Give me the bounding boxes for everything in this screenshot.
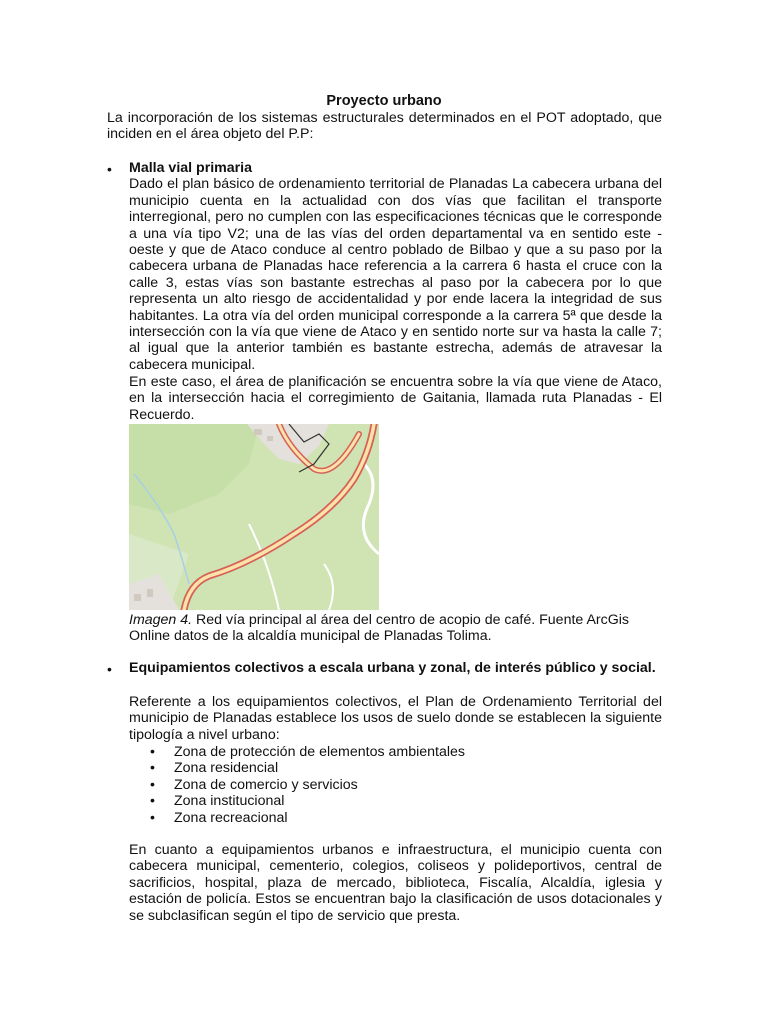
section1-block (129, 160, 662, 373)
section1-paragraph-2: En este caso, el área de planificación se encuentra sobre la vía que viene de Ataco, en la intersección hacia el corregimiento de Gaitania, llamada ruta Planadas - El Recuerdo. (129, 374, 662, 423)
bullet-marker: • (150, 744, 155, 760)
bullet-marker: • (150, 793, 155, 810)
bullet-marker: • (107, 661, 112, 677)
section-heading-equipamientos: Equipamientos colectivos a escala urbana y zonal, de interés público y social. (129, 660, 656, 676)
list-item: • Zona de comercio y servicios (150, 776, 358, 793)
bullet-marker: • (107, 161, 112, 177)
list-item: • Zona de protección de elementos ambientales (150, 744, 466, 760)
list-item: • Zona institucional (150, 793, 285, 810)
image-caption (129, 612, 662, 645)
section1-paragraph: Dado el plan básico de ordenamiento territorial de Planadas La cabecera urbana del municipio cuenta en la actualidad con dos vías que facilitan el transporte interregional, pero no cumplen con las especificaciones técnicas que le corresponde a una vía tipo V2; una de las vías del orden departamental va en sentido este - oeste y que de Ataco conduce al centro poblado de Bilbao y que a su paso por la cabecera urbana de Planadas hace referencia a la carrera 6 hasta el cruce con la calle 3, estas vías son bastante estrechas al paso por la cabecera por lo que representa un alto riesgo de accidentalidad y por ende lacera la integridad de sus habitantes. La otra vía del orden municipal corresponde a la carrera 5ª que desde la intersección con la vía que viene de Ataco y en sentido norte sur va hasta la calle 7; al igual que la anterior también es bastante estrecha, además de atravesar la cabecera municipal. (129, 176, 662, 373)
bullet-marker: • (150, 760, 155, 777)
list-item: • Zona recreacional (150, 809, 288, 826)
section-heading-malla-vial: Malla vial primaria (129, 160, 253, 176)
bullet-marker: • (150, 776, 155, 793)
page-title: Proyecto urbano (326, 93, 442, 109)
caption-label: Imagen 4. (129, 612, 193, 628)
zone-list (150, 744, 650, 826)
intro-paragraph: La incorporación de los sistemas estructurales determinados en el POT adoptado, que inciden en el área objeto del P.P: (107, 110, 662, 143)
bullet-marker: • (150, 809, 155, 826)
road-map-image (129, 424, 379, 610)
list-item: • Zona residencial (150, 760, 279, 777)
section2-paragraph-2: En cuanto a equipamientos urbanos e infraestructura, el municipio cuenta con cabecera municipal, cementerio, colegios, coliseos y polideportivos, central de sacrificios, hospital, plaza de mercado, biblioteca, Fiscalía, Alcaldía, iglesia y estación de policía. Estos se encuentran bajo la clasificación de usos dotacionales y se subclasifican según el tipo de servicio que presta. (129, 842, 662, 924)
caption-text: Red vía principal al área del centro de acopio de café. Fuente ArcGis Online datos de la alcaldía municipal de Planadas Tolima. (129, 612, 630, 645)
map-graphic (129, 424, 379, 610)
section2-paragraph: Referente a los equipamientos colectivos, el Plan de Ordenamiento Territorial del municipio de Planadas establece los usos de suelo donde se establecen la siguiente tipología a nivel urbano: (129, 694, 662, 743)
